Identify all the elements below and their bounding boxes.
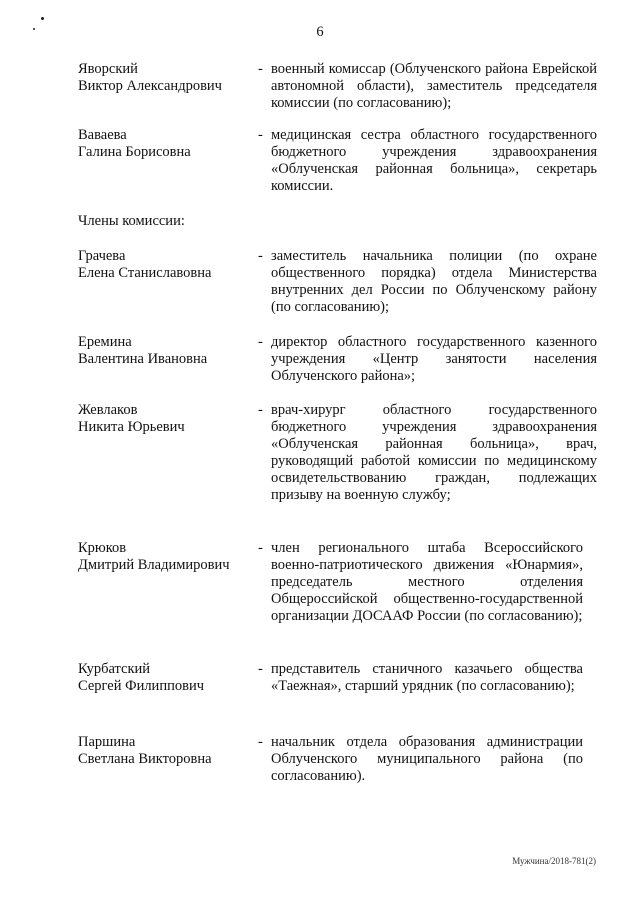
person-surname: Грачева <box>78 248 126 264</box>
person-given-names: Галина Борисовна <box>78 144 191 160</box>
document-code: Мужчина/2018-781(2) <box>512 856 596 866</box>
members-section-label: Члены комиссии: <box>78 213 185 229</box>
page-number: 6 <box>316 24 324 40</box>
person-role: врач-хирург областного государственного бюджетного учреждения здравоохранения «Облученская районная больница», врач, руководящий работой комиссии по медицинскому освидетельствованию граждан, подлежащих призыву на военную службу; <box>271 402 597 503</box>
person-name <box>78 248 253 282</box>
dash-separator: - <box>258 402 263 418</box>
person-given-names: Дмитрий Владимирович <box>78 557 230 573</box>
person-surname: Еремина <box>78 334 132 350</box>
person-name <box>78 402 253 436</box>
person-surname: Яворский <box>78 61 138 77</box>
person-given-names: Никита Юрьевич <box>78 419 185 435</box>
person-name <box>78 61 253 95</box>
person-role: заместитель начальника полиции (по охране общественного порядка) отдела Министерства внутренних дел России по Облученскому району (по согласованию); <box>271 248 597 315</box>
person-name <box>78 127 253 161</box>
person-given-names: Светлана Викторовна <box>78 751 212 767</box>
person-name <box>78 661 253 695</box>
dash-separator: - <box>258 540 263 556</box>
person-surname: Курбатский <box>78 661 151 677</box>
person-surname: Крюков <box>78 540 127 556</box>
person-surname: Ваваева <box>78 127 127 143</box>
person-name <box>78 540 253 574</box>
person-given-names: Елена Станиславовна <box>78 265 212 281</box>
person-role: начальник отдела образования администрации Облученского муниципального района (по согласованию). <box>271 734 583 784</box>
person-name <box>78 334 253 368</box>
person-role: член регионального штаба Всероссийского военно-патриотического движения «Юнармия», председатель местного отделения Общероссийской общественно-государственной организации ДОСААФ России (по согласованию); <box>271 540 583 624</box>
dash-separator: - <box>258 734 263 750</box>
person-given-names: Виктор Александрович <box>78 78 222 94</box>
person-given-names: Валентина Ивановна <box>78 351 208 367</box>
dash-separator: - <box>258 334 263 350</box>
person-name <box>78 734 253 768</box>
person-surname: Паршина <box>78 734 136 750</box>
dash-separator: - <box>258 248 263 264</box>
dash-separator: - <box>258 61 263 77</box>
person-role: военный комиссар (Облученского района Еврейской автономной области), заместитель председателя комиссии (по согласованию); <box>271 61 597 111</box>
person-role: представитель станичного казачьего общества «Таежная», старший урядник (по согласованию); <box>271 661 583 694</box>
person-role: медицинская сестра областного государственного бюджетного учреждения здравоохранения «Облученская районная больница», секретарь комиссии. <box>271 127 597 194</box>
dash-separator: - <box>258 127 263 143</box>
person-surname: Жевлаков <box>78 402 138 418</box>
person-given-names: Сергей Филиппович <box>78 678 204 694</box>
person-role: директор областного государственного казенного учреждения «Центр занятости населения Облученского района»; <box>271 334 597 384</box>
scan-speck <box>41 17 44 20</box>
dash-separator: - <box>258 661 263 677</box>
